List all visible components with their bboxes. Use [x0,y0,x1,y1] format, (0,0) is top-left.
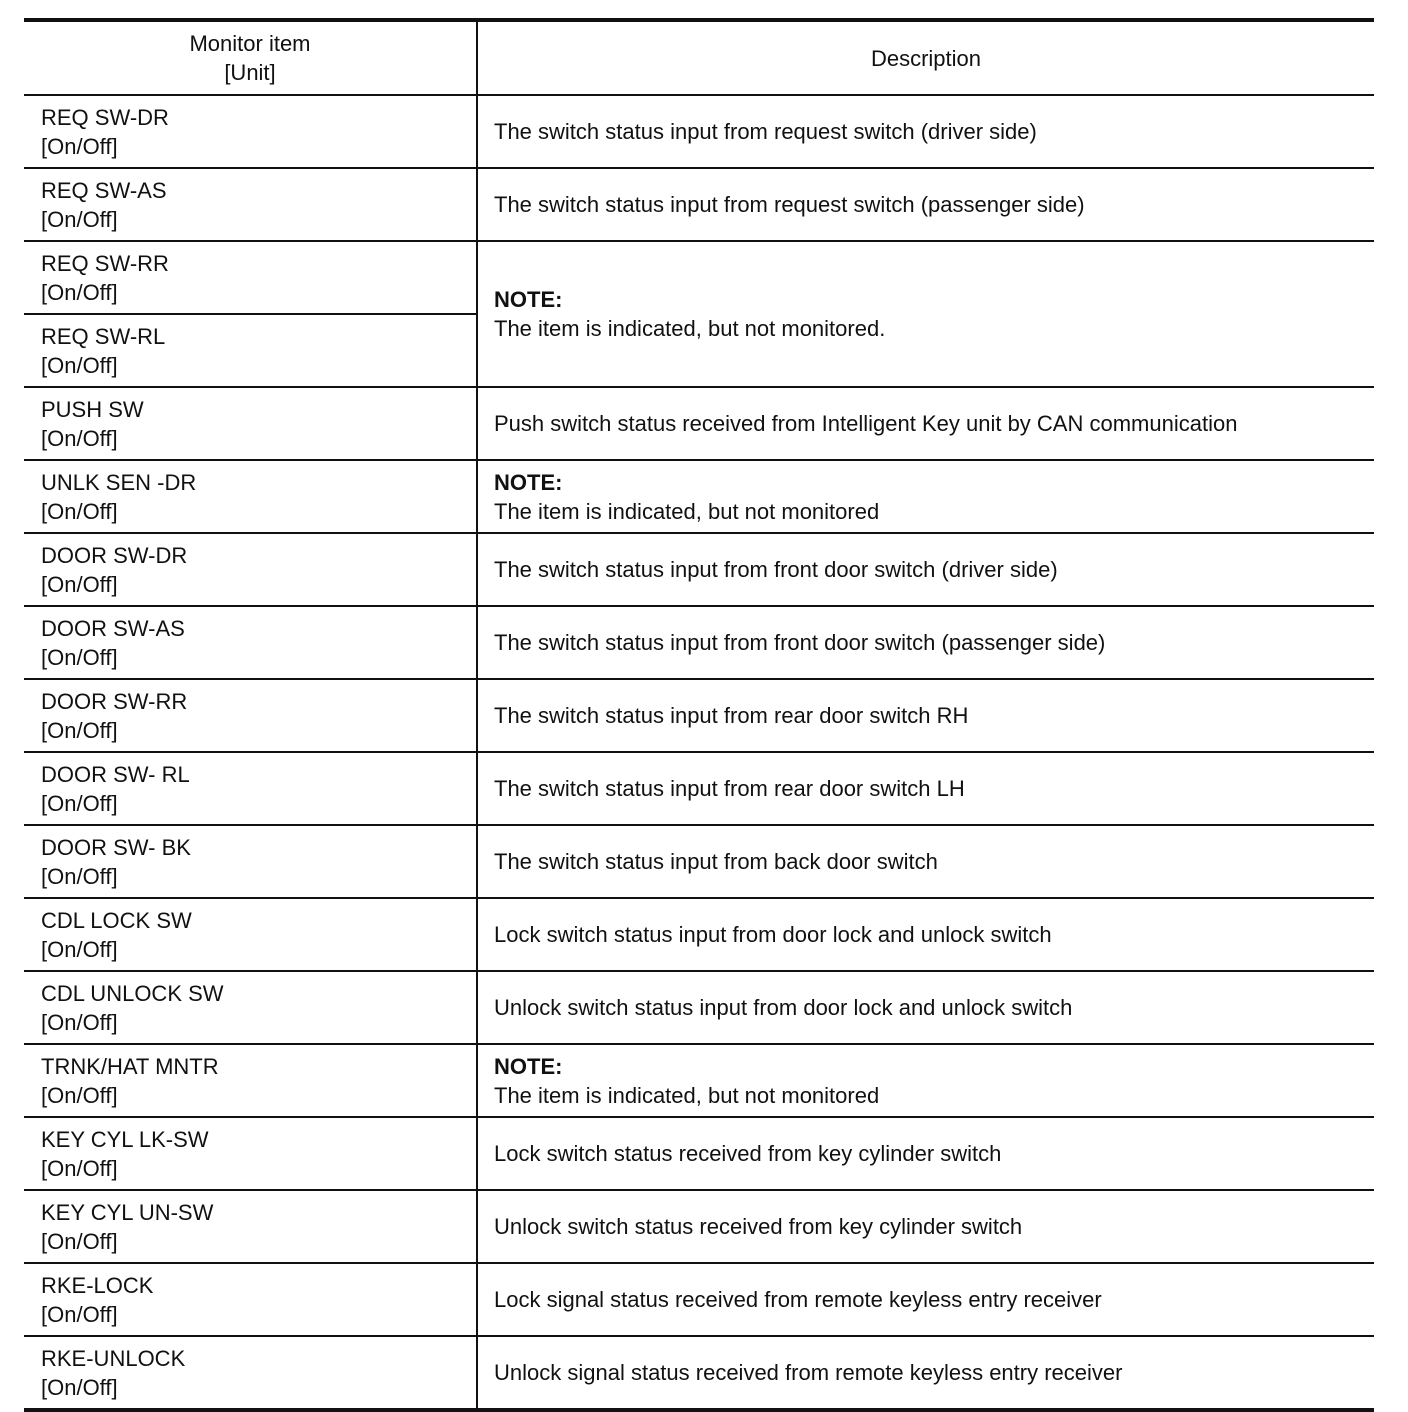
monitor-item-cell [24,971,477,1044]
item-unit: [On/Off] [41,1228,118,1254]
monitor-item-cell [24,1263,477,1336]
monitor-item-cell [24,95,477,168]
item-unit: [On/Off] [41,279,118,305]
monitor-item-cell [24,533,477,606]
monitor-item-cell [24,241,477,314]
note-text: The item is indicated, but not monitored [494,498,880,524]
item-name: DOOR SW-DR [41,542,188,568]
item-name: KEY CYL UN-SW [41,1199,214,1225]
monitor-item-cell [24,1117,477,1190]
monitor-item-cell [24,1044,477,1117]
item-name: CDL UNLOCK SW [41,980,224,1006]
table-row [24,898,1374,971]
table-row [24,168,1374,241]
monitor-item-header-label: Monitor item [189,31,311,56]
note-text: The item is indicated, but not monitored. [494,316,886,341]
item-name: CDL LOCK SW [41,907,192,933]
item-unit: [On/Off] [41,571,118,597]
item-name: REQ SW-AS [41,177,167,203]
monitor-item-cell [24,387,477,460]
monitor-item-cell [24,898,477,971]
item-unit: [On/Off] [41,1301,118,1327]
table-row [24,533,1374,606]
item-unit: [On/Off] [41,1374,118,1400]
monitor-item-cell [24,752,477,825]
item-unit: [On/Off] [41,863,118,889]
table-row [24,1190,1374,1263]
item-unit: [On/Off] [41,1155,118,1181]
table-header-row [24,20,1374,95]
table-row [24,752,1374,825]
note-text: The item is indicated, but not monitored [494,1082,880,1108]
description-cell: The switch status input from request switch (driver side) [477,95,1374,168]
description-header: Description [477,20,1374,95]
description-cell: Unlock switch status received from key cylinder switch [477,1190,1374,1263]
monitor-item-cell [24,314,477,387]
item-name: DOOR SW- BK [41,834,191,860]
table-row [24,1044,1374,1117]
description-cell [477,241,1374,387]
description-cell: The switch status input from rear door switch LH [477,752,1374,825]
monitor-item-cell [24,1190,477,1263]
monitor-item-cell [24,1336,477,1410]
item-unit: [On/Off] [41,717,118,743]
item-unit: [On/Off] [41,1009,118,1035]
item-unit: [On/Off] [41,498,118,524]
table-row [24,679,1374,752]
description-cell: Push switch status received from Intelligent Key unit by CAN communication [477,387,1374,460]
item-unit: [On/Off] [41,425,118,451]
description-cell: The switch status input from back door switch [477,825,1374,898]
description-cell: The switch status input from front door switch (driver side) [477,533,1374,606]
item-name: KEY CYL LK-SW [41,1126,209,1152]
description-cell [477,1044,1374,1117]
item-name: DOOR SW-AS [41,615,185,641]
monitor-item-cell [24,679,477,752]
item-unit: [On/Off] [41,352,118,378]
monitor-item-table [24,18,1374,1412]
item-name: DOOR SW- RL [41,761,190,787]
note-label: NOTE: [494,469,563,495]
monitor-item-cell [24,168,477,241]
item-name: REQ SW-RL [41,323,166,349]
item-name: PUSH SW [41,396,144,422]
description-cell: Unlock signal status received from remote keyless entry receiver [477,1336,1374,1410]
table-row [24,95,1374,168]
item-unit: [On/Off] [41,133,118,159]
description-cell: Unlock switch status input from door lock and unlock switch [477,971,1374,1044]
monitor-item-cell [24,825,477,898]
monitor-item-cell [24,460,477,533]
item-unit: [On/Off] [41,1082,118,1108]
item-unit: [On/Off] [41,790,118,816]
item-name: REQ SW-DR [41,104,169,130]
item-unit: [On/Off] [41,206,118,232]
item-name: RKE-UNLOCK [41,1345,186,1371]
description-cell: The switch status input from rear door switch RH [477,679,1374,752]
description-cell: Lock switch status input from door lock and unlock switch [477,898,1374,971]
table-row [24,1336,1374,1410]
unit-header-label: [Unit] [224,60,276,85]
table-row [24,606,1374,679]
description-cell [477,460,1374,533]
item-name: TRNK/HAT MNTR [41,1053,219,1079]
table-row [24,1117,1374,1190]
table-row [24,387,1374,460]
item-unit: [On/Off] [41,936,118,962]
item-unit: [On/Off] [41,644,118,670]
item-name: RKE-LOCK [41,1272,154,1298]
monitor-item-header [24,20,477,95]
description-cell: Lock switch status received from key cylinder switch [477,1117,1374,1190]
item-name: DOOR SW-RR [41,688,188,714]
note-label: NOTE: [494,287,563,312]
description-cell: The switch status input from request switch (passenger side) [477,168,1374,241]
description-cell: Lock signal status received from remote keyless entry receiver [477,1263,1374,1336]
table-row [24,825,1374,898]
note-label: NOTE: [494,1053,563,1079]
item-name: REQ SW-RR [41,250,169,276]
monitor-item-cell [24,606,477,679]
table-row [24,460,1374,533]
table-row [24,1263,1374,1336]
table-row [24,971,1374,1044]
table-row [24,241,1374,314]
description-cell: The switch status input from front door switch (passenger side) [477,606,1374,679]
item-name: UNLK SEN -DR [41,469,197,495]
